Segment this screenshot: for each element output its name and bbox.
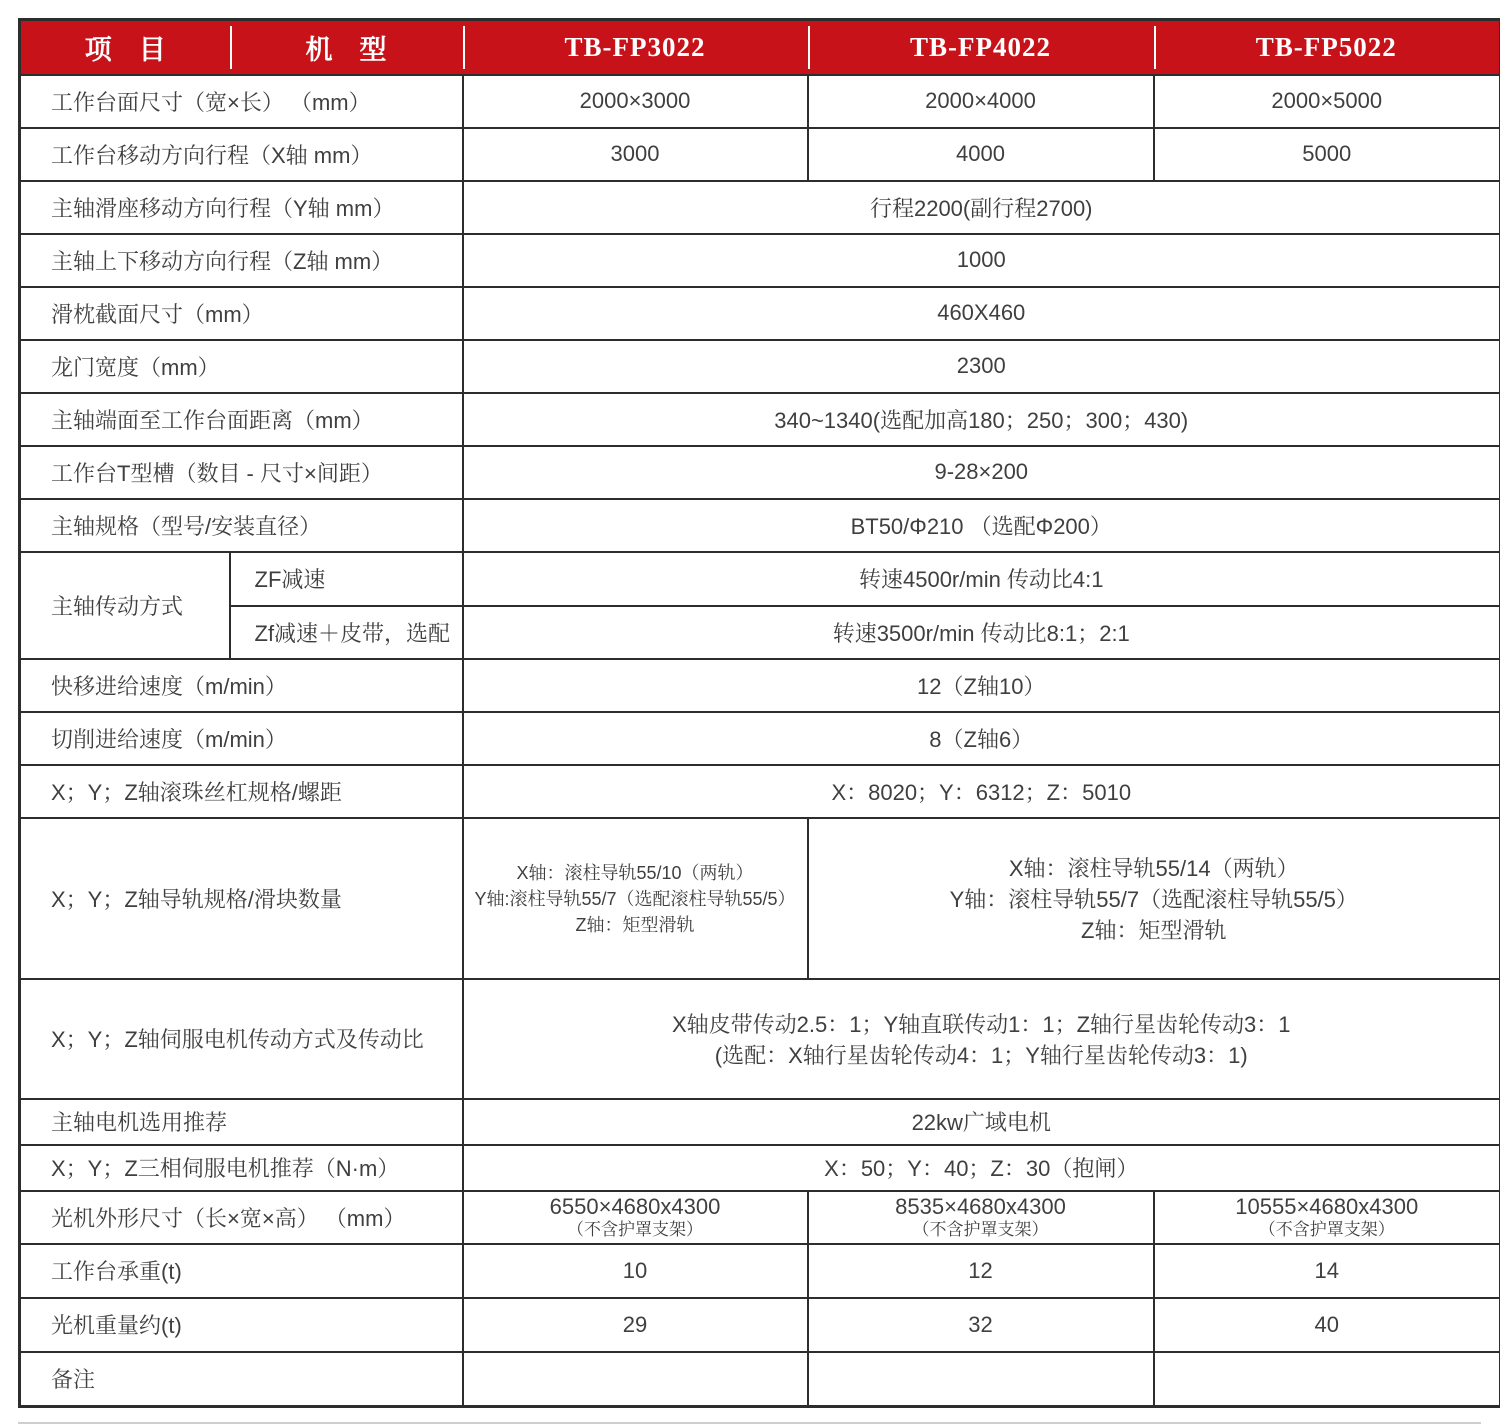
- label-x-travel: 工作台移动方向行程（X轴 mm）: [20, 128, 463, 181]
- value-worktable-size-fp5022: 2000×5000: [1154, 75, 1500, 128]
- value-guideway-fp3022: [463, 818, 808, 979]
- value-y-travel: 行程2200(副行程2700): [463, 181, 1500, 234]
- value-servo-drive: [463, 979, 1500, 1099]
- row-spindle-drive-zf: [20, 552, 1500, 606]
- dimensions-note-fp4022: （不含护罩支架）: [912, 1220, 1049, 1239]
- row-ram-section: [20, 287, 1500, 340]
- label-rapid-feed: 快移进给速度（m/min）: [20, 659, 463, 712]
- header-model: 机 型: [230, 20, 463, 75]
- header-model-tb-fp4022: TB-FP4022: [808, 20, 1154, 75]
- row-worktable-size: [20, 75, 1500, 128]
- label-z-travel: 主轴上下移动方向行程（Z轴 mm）: [20, 234, 463, 287]
- label-servo-motor: X；Y；Z三相伺服电机推荐（N·m）: [20, 1145, 463, 1191]
- label-table-load: 工作台承重(t): [20, 1244, 463, 1298]
- label-ram-section: 滑枕截面尺寸（mm）: [20, 287, 463, 340]
- label-spindle-motor: 主轴电机选用推荐: [20, 1099, 463, 1145]
- label-servo-drive: X；Y；Z轴伺服电机传动方式及传动比: [20, 979, 463, 1099]
- row-y-travel: [20, 181, 1500, 234]
- value-machine-weight-fp4022: 32: [808, 1298, 1154, 1352]
- label-worktable-size: 工作台面尺寸（宽×长） （mm）: [20, 75, 463, 128]
- label-guideway: X；Y；Z轴导轨规格/滑块数量: [20, 818, 463, 979]
- row-dimensions: [20, 1191, 1500, 1244]
- value-ballscrew: X：8020；Y：6312；Z：5010: [463, 765, 1500, 818]
- row-spindle-drive-zf-belt: [20, 606, 1500, 659]
- sublabel-zf-belt: Zf减速＋皮带，选配: [230, 606, 463, 659]
- table-header-row: [20, 20, 1500, 75]
- value-z-travel: 1000: [463, 234, 1500, 287]
- value-zf-reducer: 转速4500r/min 传动比4:1: [463, 552, 1500, 606]
- row-table-load: [20, 1244, 1500, 1298]
- guideway-fp3022-x: X轴：滚柱导轨55/10（两轨）: [516, 863, 754, 883]
- value-machine-weight-fp3022: 29: [463, 1298, 808, 1352]
- row-guideway: [20, 818, 1500, 979]
- value-x-travel-fp3022: 3000: [463, 128, 808, 181]
- label-spindle-spec: 主轴规格（型号/安装直径）: [20, 499, 463, 552]
- row-machine-weight: [20, 1298, 1500, 1352]
- label-spindle-drive: 主轴传动方式: [20, 552, 230, 659]
- value-remarks-fp5022: [1154, 1352, 1500, 1407]
- value-servo-motor: X：50；Y：40；Z：30（抱闸）: [463, 1145, 1500, 1191]
- value-spindle-motor: 22kw广域电机: [463, 1099, 1500, 1145]
- value-table-load-fp5022: 14: [1154, 1244, 1500, 1298]
- value-spindle-spec: BT50/Φ210 （选配Φ200）: [463, 499, 1500, 552]
- guideway-fp4022-x: X轴：滚柱导轨55/14（两轨）: [1008, 855, 1299, 881]
- label-remarks: 备注: [20, 1352, 463, 1407]
- value-guideway-fp4022-fp5022: [808, 818, 1500, 979]
- label-y-travel: 主轴滑座移动方向行程（Y轴 mm）: [20, 181, 463, 234]
- value-table-load-fp3022: 10: [463, 1244, 808, 1298]
- label-gantry-width: 龙门宽度（mm）: [20, 340, 463, 393]
- guideway-fp3022-y: Y轴:滚柱导轨55/7（选配滚柱导轨55/5）: [474, 889, 796, 909]
- dimensions-note-fp3022: （不含护罩支架）: [567, 1220, 703, 1239]
- row-spindle-to-table: [20, 393, 1500, 446]
- guideway-fp3022-z: Z轴：矩型滑轨: [575, 915, 695, 935]
- row-servo-motor: [20, 1145, 1500, 1191]
- next-table-edge: [18, 1422, 1481, 1424]
- row-t-slot: [20, 446, 1500, 499]
- row-z-travel: [20, 234, 1500, 287]
- row-x-travel: [20, 128, 1500, 181]
- value-worktable-size-fp4022: 2000×4000: [808, 75, 1154, 128]
- label-cutting-feed: 切削进给速度（m/min）: [20, 712, 463, 765]
- value-x-travel-fp5022: 5000: [1154, 128, 1500, 181]
- label-machine-weight: 光机重量约(t): [20, 1298, 463, 1352]
- row-servo-drive: [20, 979, 1500, 1099]
- value-machine-weight-fp5022: 40: [1154, 1298, 1500, 1352]
- row-ballscrew: [20, 765, 1500, 818]
- dimensions-fp5022: 10555×4680x4300: [1235, 1194, 1419, 1219]
- value-remarks-fp4022: [808, 1352, 1154, 1407]
- row-remarks: [20, 1352, 1500, 1407]
- header-model-tb-fp5022: TB-FP5022: [1154, 20, 1500, 75]
- dimensions-fp3022: 6550×4680x4300: [549, 1194, 721, 1219]
- value-table-load-fp4022: 12: [808, 1244, 1154, 1298]
- value-rapid-feed: 12（Z轴10）: [463, 659, 1500, 712]
- dimensions-fp4022: 8535×4680x4300: [895, 1194, 1066, 1219]
- label-spindle-to-table: 主轴端面至工作台面距离（mm）: [20, 393, 463, 446]
- guideway-fp4022-z: Z轴：矩型滑轨: [1081, 917, 1227, 943]
- value-dimensions-fp3022: [463, 1191, 808, 1244]
- header-model-tb-fp3022: TB-FP3022: [463, 20, 808, 75]
- guideway-fp4022-y: Y轴：滚柱导轨55/7（选配滚柱导轨55/5）: [949, 886, 1358, 912]
- value-dimensions-fp4022: [808, 1191, 1154, 1244]
- value-t-slot: 9-28×200: [463, 446, 1500, 499]
- value-worktable-size-fp3022: 2000×3000: [463, 75, 808, 128]
- servo-drive-line-1: X轴皮带传动2.5：1；Y轴直联传动1：1；Z轴行星齿轮传动3：1: [671, 1011, 1291, 1037]
- value-cutting-feed: 8（Z轴6）: [463, 712, 1500, 765]
- dimensions-note-fp5022: （不含护罩支架）: [1258, 1220, 1395, 1239]
- servo-drive-line-2: (选配：X轴行星齿轮传动4：1；Y轴行星齿轮传动3：1): [714, 1042, 1248, 1068]
- value-spindle-to-table: 340~1340(选配加高180；250；300；430): [463, 393, 1500, 446]
- row-rapid-feed: [20, 659, 1500, 712]
- machine-spec-table: [18, 18, 1500, 1408]
- row-gantry-width: [20, 340, 1500, 393]
- value-zf-belt: 转速3500r/min 传动比8:1；2:1: [463, 606, 1500, 659]
- value-remarks-fp3022: [463, 1352, 808, 1407]
- row-cutting-feed: [20, 712, 1500, 765]
- label-dimensions: 光机外形尺寸（长×宽×高） （mm）: [20, 1191, 463, 1244]
- header-item: 项 目: [20, 20, 230, 75]
- label-ballscrew: X；Y；Z轴滚珠丝杠规格/螺距: [20, 765, 463, 818]
- value-dimensions-fp5022: [1154, 1191, 1500, 1244]
- row-spindle-motor: [20, 1099, 1500, 1145]
- label-t-slot: 工作台T型槽（数目 - 尺寸×间距）: [20, 446, 463, 499]
- value-gantry-width: 2300: [463, 340, 1500, 393]
- row-spindle-spec: [20, 499, 1500, 552]
- value-x-travel-fp4022: 4000: [808, 128, 1154, 181]
- value-ram-section: 460X460: [463, 287, 1500, 340]
- sublabel-zf-reducer: ZF减速: [230, 552, 463, 606]
